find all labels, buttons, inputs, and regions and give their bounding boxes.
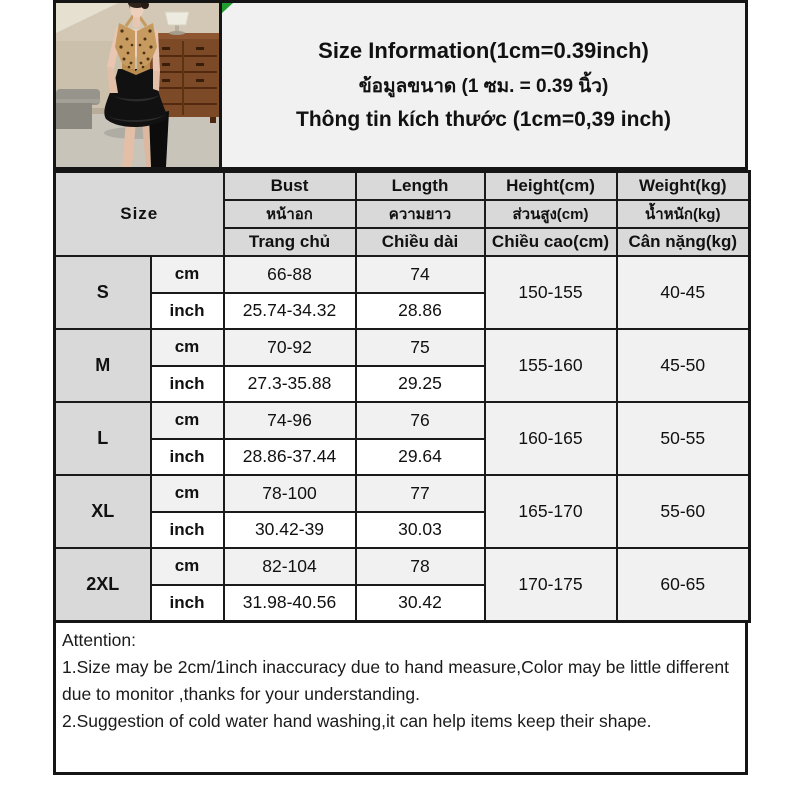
unit-inch: inch <box>151 439 224 476</box>
size-label-l: L <box>55 402 151 475</box>
product-photo-illustration <box>56 3 219 167</box>
unit-cm: cm <box>151 548 224 585</box>
title-en: Size Information(1cm=0.39inch) <box>318 38 649 63</box>
height-2xl: 170-175 <box>485 548 617 622</box>
size-header: Size <box>55 172 224 257</box>
attention-note <box>53 623 748 775</box>
top-row <box>53 0 748 170</box>
unit-cm: cm <box>151 256 224 293</box>
row-l-cm <box>55 402 750 439</box>
unit-cm: cm <box>151 329 224 366</box>
length-m-inch: 29.25 <box>356 366 485 403</box>
size-label-m: M <box>55 329 151 402</box>
unit-inch: inch <box>151 293 224 330</box>
col-bust-th: หน้าอก <box>224 200 356 228</box>
bust-2xl-inch: 31.98-40.56 <box>224 585 356 622</box>
bust-xl-inch: 30.42-39 <box>224 512 356 549</box>
length-s-inch: 28.86 <box>356 293 485 330</box>
unit-inch: inch <box>151 585 224 622</box>
length-l-inch: 29.64 <box>356 439 485 476</box>
bust-s-cm: 66-88 <box>224 256 356 293</box>
col-weight-en: Weight(kg) <box>617 172 750 201</box>
col-height-en: Height(cm) <box>485 172 617 201</box>
green-corner-marker <box>222 3 233 13</box>
length-s-cm: 74 <box>356 256 485 293</box>
weight-xl: 55-60 <box>617 475 750 548</box>
attention-heading: Attention: <box>62 630 136 650</box>
title-th: ข้อมูลขนาด (1 ซม. = 0.39 นิ้ว) <box>358 76 609 97</box>
weight-2xl: 60-65 <box>617 548 750 622</box>
weight-l: 50-55 <box>617 402 750 475</box>
height-m: 155-160 <box>485 329 617 402</box>
title-block <box>222 0 748 170</box>
title-vi: Thông tin kích thước (1cm=0,39 inch) <box>296 108 671 131</box>
col-length-en: Length <box>356 172 485 201</box>
weight-s: 40-45 <box>617 256 750 329</box>
unit-inch: inch <box>151 366 224 403</box>
length-xl-cm: 77 <box>356 475 485 512</box>
size-label-xl: XL <box>55 475 151 548</box>
col-bust-vi: Trang chủ <box>224 228 356 256</box>
col-height-vi: Chiều cao(cm) <box>485 228 617 256</box>
size-chart-sheet <box>53 0 748 775</box>
col-weight-th: น้ำหนัก(kg) <box>617 200 750 228</box>
product-photo <box>53 0 222 170</box>
bust-xl-cm: 78-100 <box>224 475 356 512</box>
length-2xl-cm: 78 <box>356 548 485 585</box>
height-l: 160-165 <box>485 402 617 475</box>
size-label-s: S <box>55 256 151 329</box>
size-label-2xl: 2XL <box>55 548 151 622</box>
row-m-cm <box>55 329 750 366</box>
row-s-cm <box>55 256 750 293</box>
bust-m-inch: 27.3-35.88 <box>224 366 356 403</box>
height-xl: 165-170 <box>485 475 617 548</box>
row-xl-cm <box>55 475 750 512</box>
unit-cm: cm <box>151 402 224 439</box>
attention-line2: 2.Suggestion of cold water hand washing,it can help items keep their shape. <box>62 711 652 731</box>
bust-l-inch: 28.86-37.44 <box>224 439 356 476</box>
col-length-th: ความยาว <box>356 200 485 228</box>
weight-m: 45-50 <box>617 329 750 402</box>
row-2xl-cm <box>55 548 750 585</box>
height-s: 150-155 <box>485 256 617 329</box>
col-weight-vi: Cân nặng(kg) <box>617 228 750 256</box>
unit-inch: inch <box>151 512 224 549</box>
unit-cm: cm <box>151 475 224 512</box>
attention-line1: 1.Size may be 2cm/1inch inaccuracy due to hand measure,Color may be little different due to monitor ,thanks for your understanding. <box>62 657 729 704</box>
col-height-th: ส่วนสูง(cm) <box>485 200 617 228</box>
length-xl-inch: 30.03 <box>356 512 485 549</box>
header-row-en <box>55 172 750 201</box>
length-m-cm: 75 <box>356 329 485 366</box>
bust-m-cm: 70-92 <box>224 329 356 366</box>
length-2xl-inch: 30.42 <box>356 585 485 622</box>
size-table <box>53 170 751 623</box>
bust-l-cm: 74-96 <box>224 402 356 439</box>
bust-2xl-cm: 82-104 <box>224 548 356 585</box>
col-bust-en: Bust <box>224 172 356 201</box>
bust-s-inch: 25.74-34.32 <box>224 293 356 330</box>
length-l-cm: 76 <box>356 402 485 439</box>
col-length-vi: Chiều dài <box>356 228 485 256</box>
